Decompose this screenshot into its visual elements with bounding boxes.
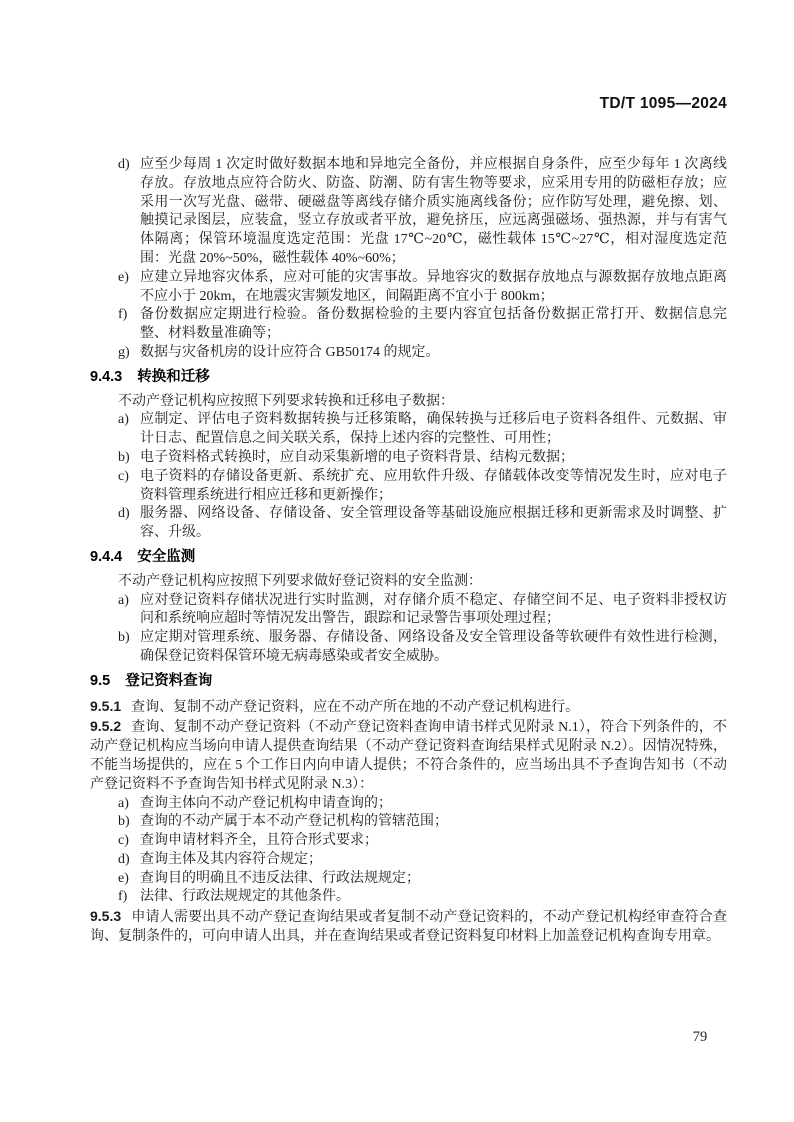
list-9-4-4 <box>90 592 727 667</box>
list-item <box>90 468 727 506</box>
standard-number: TD/T 1095—2024 <box>599 95 727 112</box>
list-item <box>90 813 727 832</box>
section-9-4-3-intro: 不动产登记机构应按照下列要求转换和迁移电子数据： <box>118 393 454 409</box>
section-number: 9.4.4 <box>90 548 123 565</box>
list-item <box>90 592 727 630</box>
list-item-text: 查询主体向不动产登记机构申请查询的； <box>140 795 392 811</box>
list-item-text: 查询目的明确且不违反法律、行政法规规定； <box>140 870 420 886</box>
clause-text: 申请人需要出具不动产登记查询结果或者复制不动产登记资料的，不动产登记机构经审查符合查询、复制条件的，可向申请人出具，并在查询结果或者登记资料复印材料上加盖登记机构查询专用章。 <box>90 910 727 945</box>
list-item-text: 应定期对管理系统、服务器、存储设备、网络设备及安全管理设备等软硬件有效性进行检测，确保登记资料保管环境无病毒感染或者安全威胁。 <box>140 630 727 664</box>
list-item-marker: d) <box>118 157 130 172</box>
list-item-marker: d) <box>118 506 130 522</box>
list-item-text: 服务器、网络设备、存储设备、安全管理设备等基础设施应根据迁移和更新需求及时调整、扩容、升级。 <box>140 506 727 541</box>
section-heading-9-4-3 <box>90 368 727 387</box>
clause-text: 查询、复制不动产登记资料（不动产登记资料查询申请书样式见附录 N.1），符合下列条件的，不动产登记机构应当场向申请人提供查询结果（不动产登记资料查询结果样式见附录 N.2）。因情况特殊，不能当场提供的，应在 5 个工作日内向申请人提供；不符合条件的，应当场出具不予查询告知书（不动产登记资料不予查询告知书样式见附录 N.3）： <box>90 720 727 792</box>
list-item-marker: c) <box>118 833 129 849</box>
list-item-marker: e) <box>118 870 129 886</box>
list-item-marker: f) <box>118 889 128 905</box>
list-item <box>90 870 727 889</box>
list-item-text: 应制定、评估电子资料数据转换与迁移策略，确保转换与迁移后电子资料各组件、元数据、审计日志、配置信息之间关联关系，保持上述内容的完整性、可用性； <box>140 412 727 447</box>
list-item-marker: b) <box>118 449 130 465</box>
list-item-text: 电子资料的存储设备更新、系统扩充、应用软件升级、存储载体改变等情况发生时，应对电子资料管理系统进行相应迁移和更新操作； <box>140 468 727 503</box>
list-item-marker: f) <box>118 307 128 323</box>
list-item <box>90 851 727 870</box>
list-item-marker: a) <box>118 412 129 428</box>
page-content <box>90 156 727 947</box>
list-item-marker: c) <box>118 468 129 484</box>
list-item-text: 数据与灾备机房的设计应符合 GB50174 的规定。 <box>140 344 440 360</box>
list-item <box>90 449 727 468</box>
list-item <box>90 832 727 851</box>
list-item-text: 查询申请材料齐全，且符合形式要求； <box>140 833 378 849</box>
section-9-4-4-intro: 不动产登记机构应按照下列要求做好登记资料的安全监测： <box>118 573 482 589</box>
list-item-text: 查询的不动产属于本不动产登记机构的管辖范围； <box>140 814 448 830</box>
page-number: 79 <box>692 1029 708 1045</box>
list-item-marker: b) <box>118 630 130 646</box>
list-item <box>90 505 727 543</box>
list-item-marker: d) <box>118 851 130 867</box>
list-item-text: 应至少每周 1 次定时做好数据本地和异地完全备份，并应根据自身条件，应至少每年 1 次离线存放。存放地点应符合防火、防盗、防潮、防有害生物等要求，应采用专用的防磁柜存放；应采用一次写光盘、磁带、硬磁盘等离线存储介质实施离线备份；应作防写处理，避免擦、划、触摸记录图层，应装盒，竖立存放或者平放，避免挤压，应远离强磁场、强热源，并与有害气体隔离；保管环境温度选定范围：光盘 17℃~20℃，磁性载体 15℃~27℃，相对湿度选定范围：光盘 20%~50%，磁性载体 40%~60%； <box>140 157 727 266</box>
section-title: 登记资料查询 <box>125 672 213 689</box>
clause-number: 9.5.2 <box>90 718 122 735</box>
section-number: 9.4.3 <box>90 368 123 385</box>
list-item <box>90 795 727 814</box>
list-item <box>90 269 727 307</box>
list-item-text: 应对登记资料存储状况进行实时监测，对存储介质不稳定、存储空间不足、电子资料非授权访问和系统响应超时等情况发出警告，跟踪和记录警告事项处理过程； <box>140 592 727 627</box>
list-item-text: 查询主体及其内容符合规定； <box>140 851 322 867</box>
list-item <box>90 629 727 667</box>
page-header <box>90 95 727 113</box>
list-item-text: 应建立异地容灾体系，应对可能的灾害事故。异地容灾的数据存放地点与源数据存放地点距离不应小于 20km，在地震灾害频发地区，间隔距离不宜小于 800km； <box>140 269 727 304</box>
clause-number: 9.5.1 <box>90 697 122 714</box>
list-item-text: 备份数据应定期进行检验。备份数据检验的主要内容宜包括备份数据正常打开、数据信息完整、材料数量准确等； <box>140 307 727 342</box>
list-item-text: 电子资料格式转换时，应自动采集新增的电子资料背景、结构元数据； <box>140 449 574 465</box>
list-item-marker: b) <box>118 814 130 830</box>
list-item-marker: e) <box>118 269 129 285</box>
section-title: 安全监测 <box>137 548 196 565</box>
list-item <box>90 888 727 907</box>
section-title: 转换和迁移 <box>137 368 210 385</box>
list-continued <box>90 156 727 363</box>
list-item-marker: g) <box>118 344 130 360</box>
clause-9-5-3 <box>90 907 727 947</box>
clause-text: 查询、复制不动产登记资料，应在不动产所在地的不动产登记机构进行。 <box>131 699 580 715</box>
list-item-marker: a) <box>118 592 129 608</box>
list-item-marker: a) <box>118 795 129 811</box>
list-item <box>90 344 727 363</box>
list-9-5-2-conditions <box>90 795 727 908</box>
list-item <box>90 156 727 269</box>
list-item <box>90 411 727 449</box>
section-heading-9-5 <box>90 672 727 691</box>
list-item <box>90 306 727 344</box>
section-number: 9.5 <box>90 672 111 689</box>
clause-9-5-1 <box>90 697 727 718</box>
list-item-text: 法律、行政法规规定的其他条件。 <box>140 889 350 905</box>
section-heading-9-4-4 <box>90 548 727 567</box>
list-9-4-3 <box>90 411 727 543</box>
clause-number: 9.5.3 <box>90 908 122 925</box>
clause-9-5-2 <box>90 717 727 794</box>
